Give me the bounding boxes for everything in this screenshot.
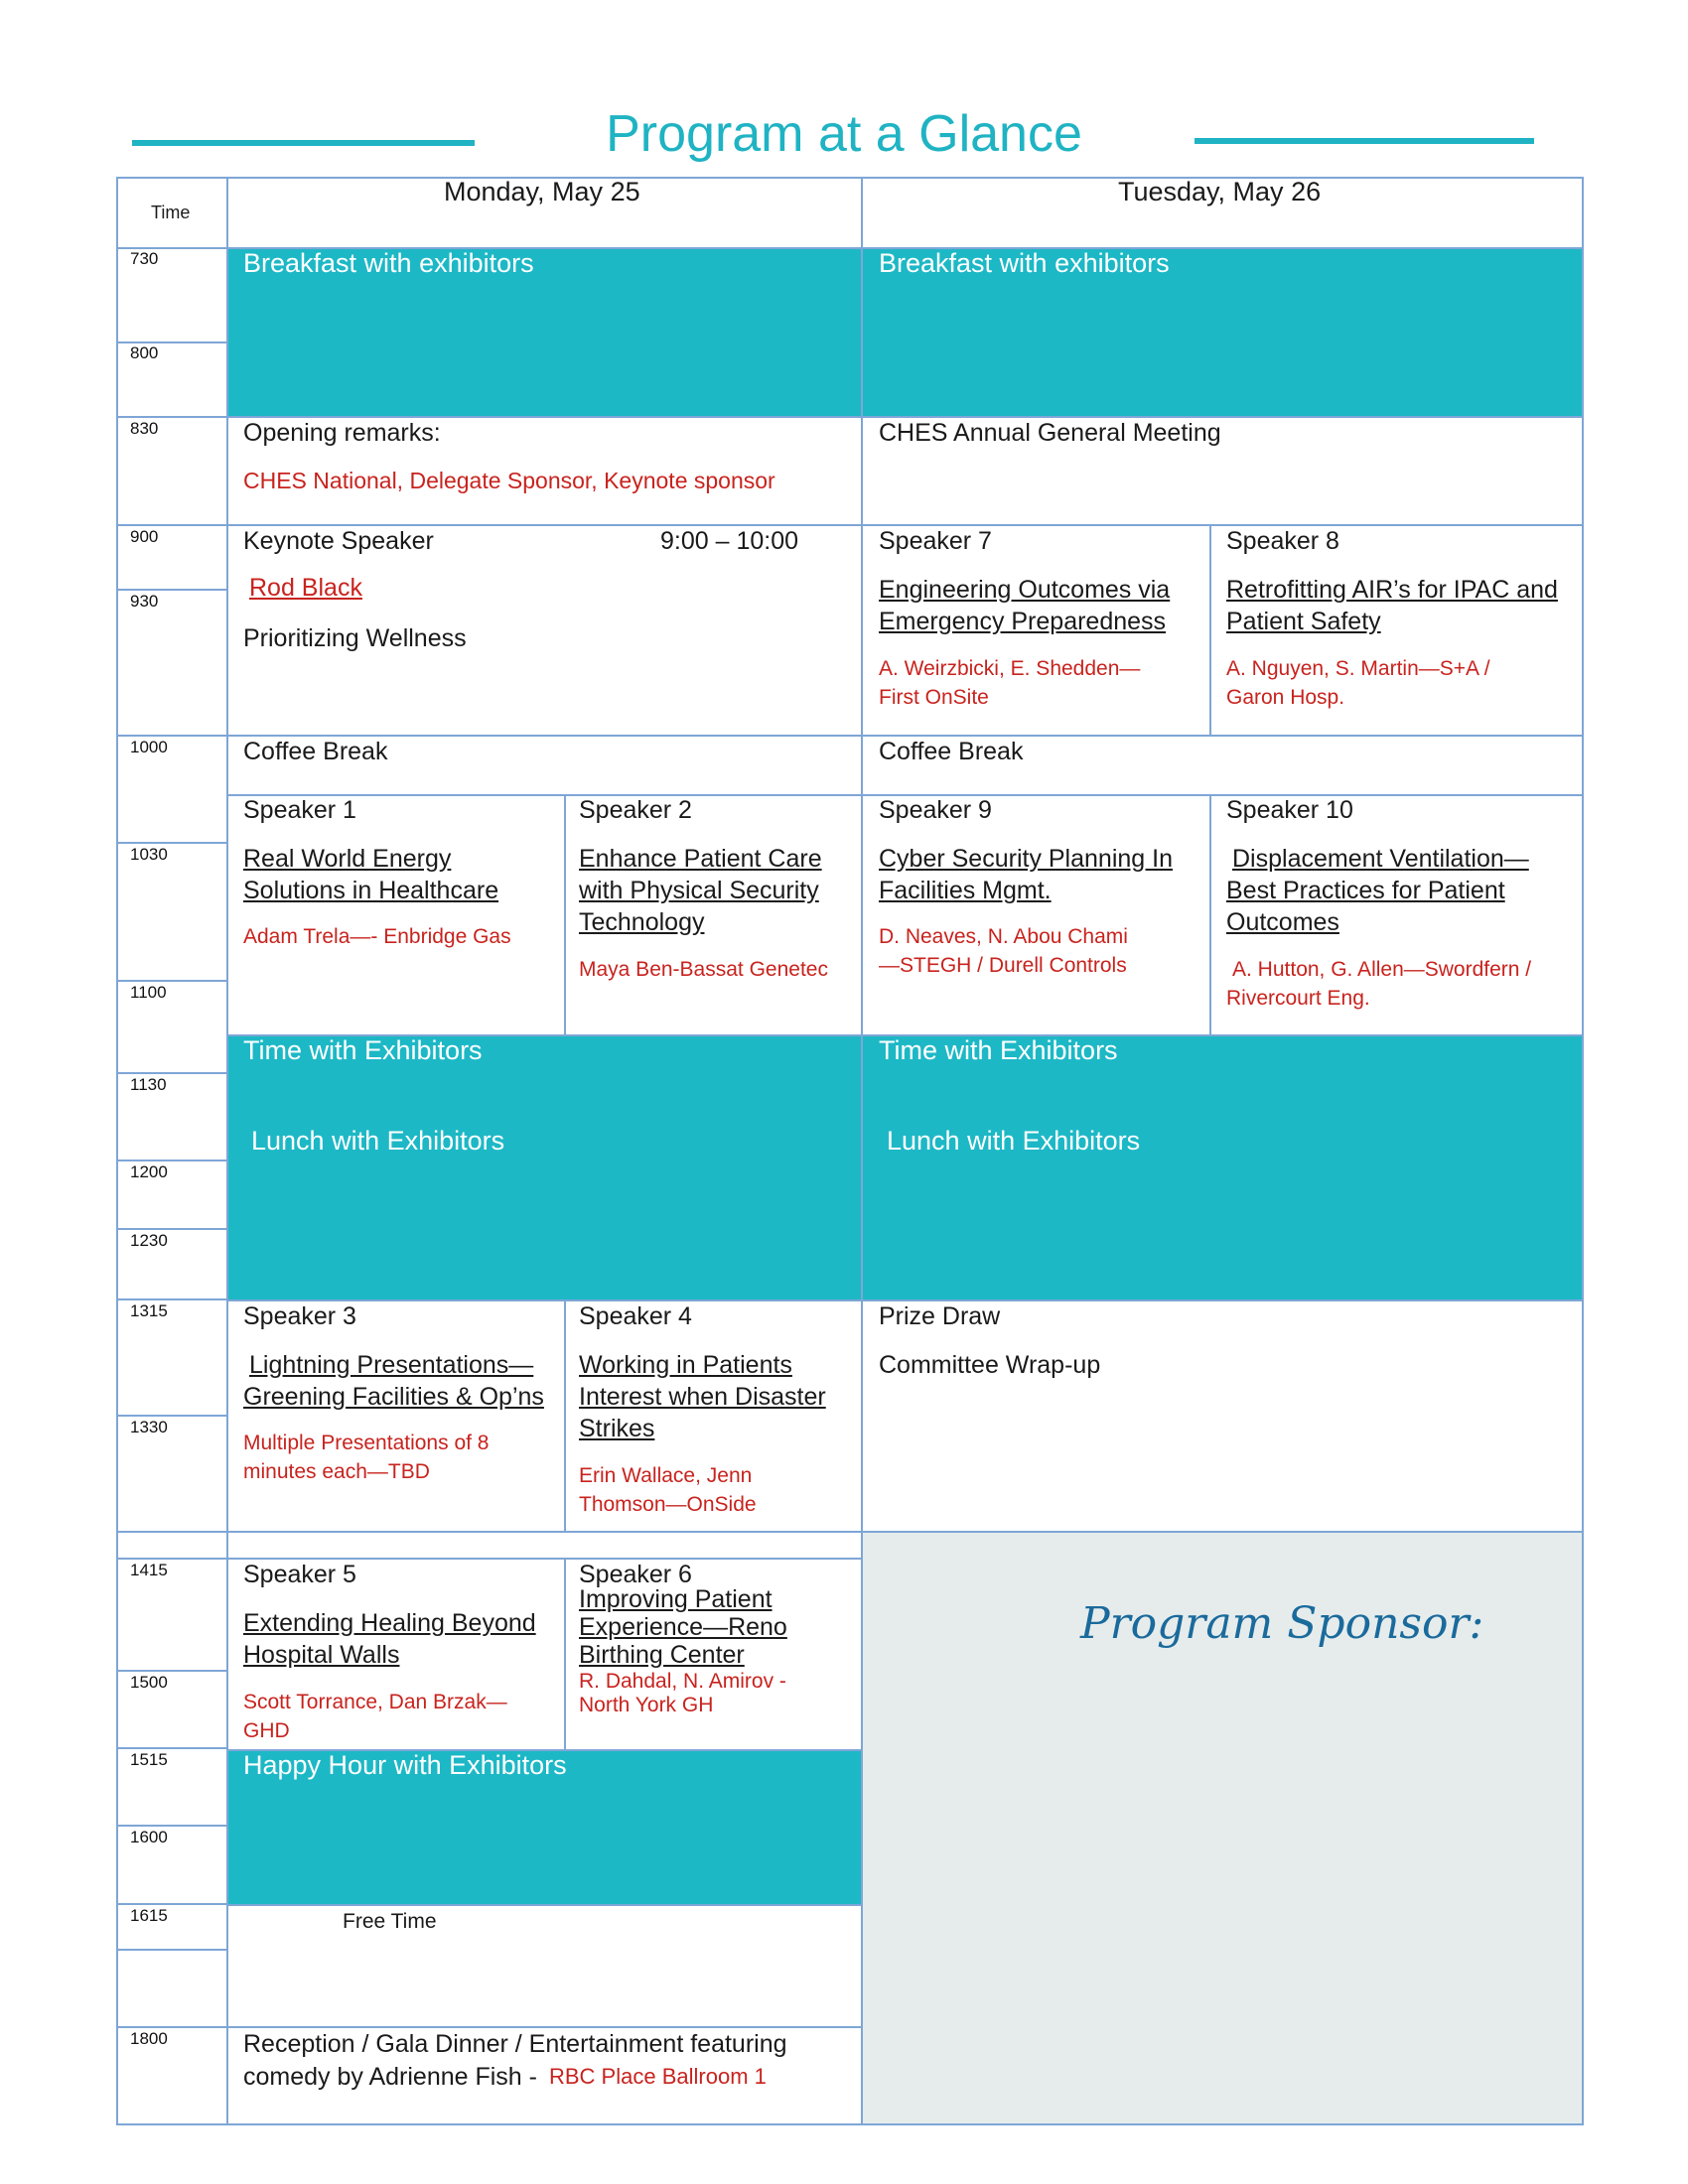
speaker9-title: Cyber Security Planning In [879, 845, 1173, 873]
speaker6-label: Speaker 6 [579, 1561, 692, 1588]
speaker9-title: Facilities Mgmt. [879, 877, 1052, 904]
time-label: 830 [130, 419, 159, 438]
speaker3-title: Greening Facilities & Op’ns [243, 1383, 544, 1411]
speaker6-title: Experience—Reno [579, 1613, 787, 1641]
mon-lunch-cell [226, 1034, 863, 1301]
tue-prize-cell [861, 1299, 1584, 1533]
speaker7-title: Engineering Outcomes via [879, 576, 1171, 604]
speaker4-title: Working in Patients [579, 1351, 792, 1379]
committee-wrapup: Committee Wrap-up [879, 1351, 1101, 1379]
reception-venue: RBC Place Ballroom 1 [549, 2064, 767, 2089]
speaker5-title: Extending Healing Beyond [243, 1609, 536, 1637]
speaker8-title: Patient Safety [1226, 608, 1381, 635]
time-row-divider [117, 2026, 226, 2028]
speaker9-presenter: —STEGH / Durell Controls [879, 954, 1127, 977]
happy-hour: Happy Hour with Exhibitors [243, 1750, 567, 1780]
tue-exhibitors: Time with Exhibitors [879, 1035, 1118, 1065]
speaker2-title: with Physical Security [579, 877, 819, 904]
time-label: 1030 [130, 845, 168, 864]
prize-draw: Prize Draw [879, 1302, 1001, 1330]
time-label: 800 [130, 343, 159, 362]
keynote-speaker-link[interactable]: Rod Black [249, 574, 362, 602]
speaker4-title: Interest when Disaster [579, 1383, 826, 1411]
speaker1-title: Solutions in Healthcare [243, 877, 499, 904]
time-label: 1615 [130, 1906, 168, 1925]
opening-sponsors: CHES National, Delegate Sponsor, Keynote sponsor [243, 468, 775, 493]
time-row-divider [117, 1903, 226, 1905]
keynote-time: 9:00 – 10:00 [660, 527, 799, 555]
time-row-divider [117, 1160, 226, 1161]
speaker4-label: Speaker 4 [579, 1302, 692, 1330]
speaker1-cell [226, 794, 566, 1036]
time-row-divider [117, 524, 226, 526]
time-row-divider [117, 1415, 226, 1417]
speaker3-presenter: Multiple Presentations of 8 [243, 1432, 490, 1454]
speaker8-label: Speaker 8 [1226, 527, 1339, 555]
speaker3-label: Speaker 3 [243, 1302, 356, 1330]
time-label: 1600 [130, 1828, 168, 1846]
speaker5-presenter: Scott Torrance, Dan Brzak— [243, 1691, 507, 1713]
speaker6-title: Improving Patient [579, 1585, 773, 1613]
time-row-divider [117, 1531, 226, 1533]
reception-line1: Reception / Gala Dinner / Entertainment featuring [243, 2030, 787, 2058]
time-label: 930 [130, 592, 159, 611]
speaker8-presenter: Garon Hosp. [1226, 686, 1345, 709]
tue-lunch-cell [861, 1034, 1584, 1301]
free-time: Free Time [343, 1910, 437, 1933]
tue-lunch: Lunch with Exhibitors [887, 1126, 1141, 1156]
time-label: 1200 [130, 1162, 168, 1181]
speaker10-title: Outcomes [1226, 908, 1339, 936]
speaker5-title: Hospital Walls [243, 1641, 400, 1669]
time-label: 1315 [130, 1301, 168, 1320]
time-row-divider [117, 980, 226, 982]
speaker9-presenter: D. Neaves, N. Abou Chami [879, 925, 1128, 948]
speaker10-title: Displacement Ventilation— [1232, 845, 1529, 873]
time-label: 730 [130, 249, 159, 268]
speaker3-title: Lightning Presentations— [249, 1351, 534, 1379]
time-row-divider [117, 1670, 226, 1672]
speaker3-cell [226, 1299, 566, 1533]
speaker10-label: Speaker 10 [1226, 796, 1353, 824]
speaker9-cell [861, 794, 1211, 1036]
speaker10-title: Best Practices for Patient [1226, 877, 1505, 904]
day2-header: Tuesday, May 26 [1118, 177, 1322, 206]
time-row-divider [117, 1949, 226, 1951]
speaker1-title: Real World Energy [243, 845, 452, 873]
time-row-divider [117, 842, 226, 844]
mon-coffee: Coffee Break [243, 738, 388, 765]
time-row-divider [117, 1072, 226, 1074]
speaker6-presenter: North York GH [579, 1694, 714, 1716]
speaker2-presenter: Maya Ben-Bassat Genetec [579, 958, 828, 981]
mon-gap-cell [226, 1531, 863, 1560]
speaker1-presenter: Adam Trela—- Enbridge Gas [243, 925, 511, 948]
speaker2-label: Speaker 2 [579, 796, 692, 824]
speaker8-presenter: A. Nguyen, S. Martin—S+A / [1226, 657, 1490, 680]
speaker4-presenter: Thomson—OnSide [579, 1493, 757, 1516]
reception-line2: comedy by Adrienne Fish - [243, 2063, 537, 2091]
time-row-divider [117, 1825, 226, 1827]
mon-breakfast: Breakfast with exhibitors [243, 248, 534, 278]
time-row-divider [117, 735, 226, 737]
time-label: 1800 [130, 2029, 168, 2048]
time-label: 1500 [130, 1673, 168, 1692]
speaker8-title: Retrofitting AIR’s for IPAC and [1226, 576, 1558, 604]
speaker3-presenter: minutes each—TBD [243, 1460, 430, 1483]
time-label: 1415 [130, 1561, 168, 1579]
keynote-label: Keynote Speaker [243, 527, 434, 555]
time-label: 1000 [130, 738, 168, 756]
speaker1-label: Speaker 1 [243, 796, 356, 824]
page-title: Program at a Glance [606, 105, 1082, 163]
time-row-divider [117, 416, 226, 418]
speaker4-title: Strikes [579, 1415, 655, 1442]
speaker10-presenter: A. Hutton, G. Allen—Swordfern / [1232, 958, 1532, 981]
time-label: 900 [130, 527, 159, 546]
speaker5-presenter: GHD [243, 1719, 290, 1742]
tue-breakfast: Breakfast with exhibitors [879, 248, 1170, 278]
speaker6-title: Birthing Center [579, 1641, 745, 1669]
opening-title: Opening remarks: [243, 419, 441, 447]
time-header: Time [151, 203, 191, 222]
speaker7-presenter: A. Weirzbicki, E. Shedden— [879, 657, 1141, 680]
speaker9-label: Speaker 9 [879, 796, 992, 824]
program-sponsor-heading: Program Sponsor: [1080, 1598, 1484, 1649]
speaker7-label: Speaker 7 [879, 527, 992, 555]
time-row-divider [117, 589, 226, 591]
speaker5-label: Speaker 5 [243, 1561, 356, 1588]
time-row-divider [117, 1298, 226, 1300]
speaker6-presenter: R. Dahdal, N. Amirov - [579, 1670, 786, 1693]
time-label: 1100 [130, 983, 167, 1002]
day1-header: Monday, May 25 [444, 177, 640, 206]
time-row-divider [117, 1228, 226, 1230]
tue-agm: CHES Annual General Meeting [879, 419, 1221, 447]
tue-coffee: Coffee Break [879, 738, 1024, 765]
speaker7-presenter: First OnSite [879, 686, 989, 709]
speaker2-title: Enhance Patient Care [579, 845, 822, 873]
keynote-topic: Prioritizing Wellness [243, 624, 467, 652]
speaker10-presenter: Rivercourt Eng. [1226, 987, 1370, 1010]
speaker4-presenter: Erin Wallace, Jenn [579, 1464, 753, 1487]
speaker2-title: Technology [579, 908, 705, 936]
time-label: 1230 [130, 1231, 168, 1250]
mon-lunch: Lunch with Exhibitors [251, 1126, 505, 1156]
mon-exhibitors: Time with Exhibitors [243, 1035, 483, 1065]
time-row-divider [117, 1558, 226, 1560]
speaker7-title: Emergency Preparedness [879, 608, 1167, 635]
time-label: 1130 [130, 1075, 167, 1094]
time-label: 1515 [130, 1750, 168, 1769]
free-time-cell [226, 1904, 863, 2028]
time-row-divider [117, 1747, 226, 1749]
time-label: 1330 [130, 1418, 168, 1436]
